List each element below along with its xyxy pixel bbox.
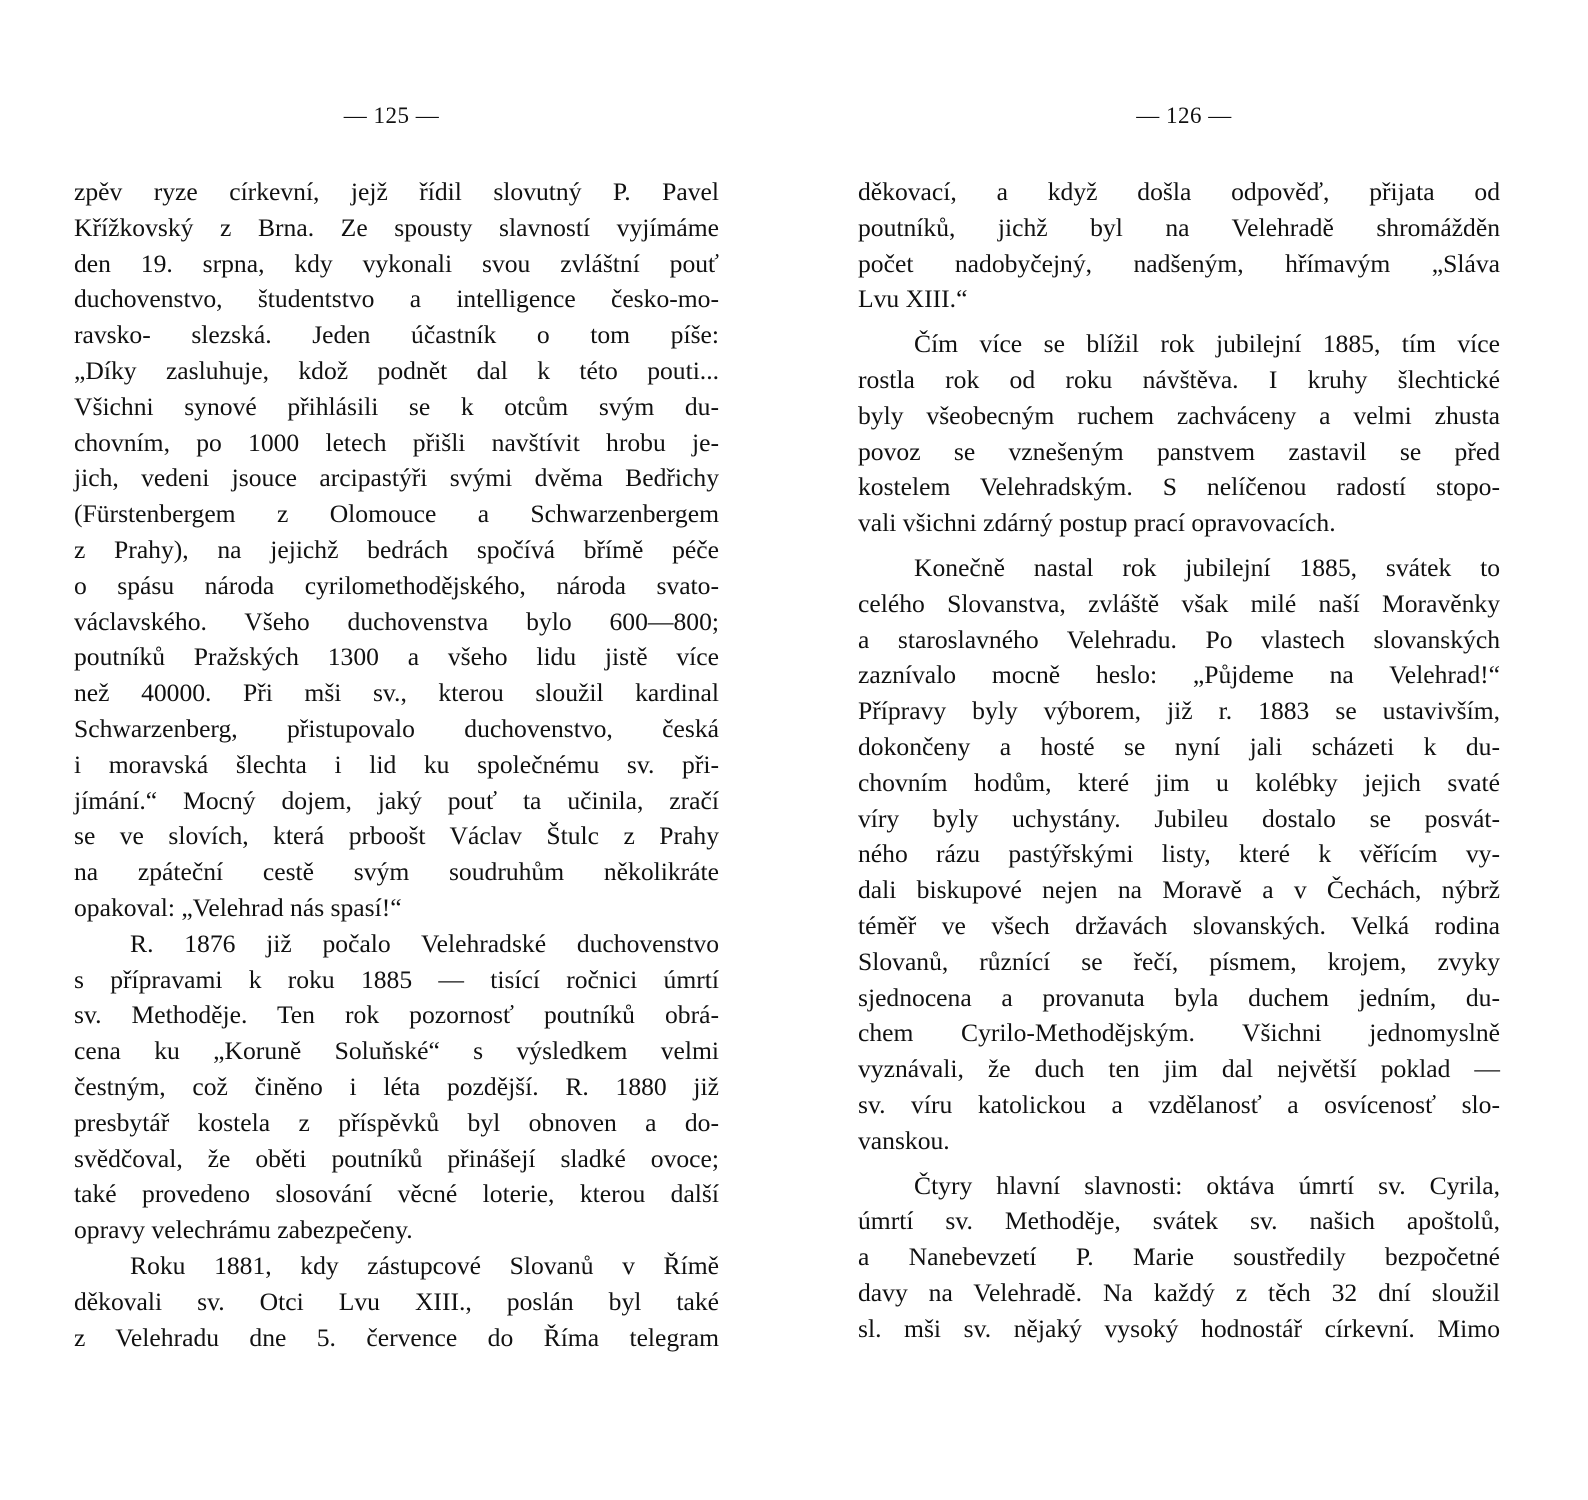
text-line: (Fürstenbergem z Olomouce a Schwarzenbergem bbox=[74, 499, 719, 529]
text-line: úmrtí sv. Methoděje, svátek sv. našich apoštolů, bbox=[858, 1206, 1500, 1236]
text-line: víry byly uchystány. Jubileu dostalo se posvát- bbox=[858, 803, 1500, 833]
right-page-text bbox=[858, 174, 1500, 1347]
text-line: se ve slovích, která prboošt Václav Štulc z Prahy bbox=[74, 821, 719, 851]
text-line: byly všeobecným ruchem zachváceny a velmi zhusta bbox=[858, 400, 1500, 430]
text-line: dali biskupové nejen na Moravě a v Čechách, nýbrž bbox=[858, 875, 1500, 905]
text-line: václavského. Všeho duchovenstva bylo 600—800; bbox=[74, 606, 719, 636]
paragraph-gap bbox=[858, 541, 1500, 550]
page-number-125: — 125 — bbox=[343, 103, 440, 128]
text-line: čestným, což činěno i léta pozdější. R. 1880 již bbox=[74, 1071, 719, 1101]
text-line: Schwarzenberg, přistupovalo duchovenstvo, česká bbox=[74, 713, 719, 743]
left-page bbox=[74, 0, 719, 1500]
text-line: Čím více se blížil rok jubilejní 1885, tím více bbox=[914, 329, 1500, 359]
text-line: Roku 1881, kdy zástupcové Slovanů v Římě bbox=[130, 1250, 719, 1280]
page-number-126: — 126 — bbox=[1136, 103, 1232, 128]
text-line: s přípravami k roku 1885 — tisící ročnici úmrtí bbox=[74, 964, 719, 994]
text-line: ravsko- slezská. Jeden účastník o tom píše: bbox=[74, 320, 719, 350]
text-line: na zpáteční cestě svým soudruhům několikráte bbox=[74, 857, 719, 887]
text-line: sv. víru katolickou a vzdělanosť a osvícenosť slo- bbox=[858, 1089, 1500, 1119]
text-line: „Díky zasluhuje, kdož podnět dal k této pouti... bbox=[74, 355, 719, 385]
text-line: zpěv ryze církevní, jejž řídil slovutný P. Pavel bbox=[74, 177, 719, 206]
text-line: zaznívalo mocně heslo: „Půjdeme na Velehrad!“ bbox=[858, 660, 1500, 690]
text-line: chovním, po 1000 letech přišli navštívit hrobu je- bbox=[74, 427, 719, 457]
text-line: duchovenstvo, študentstvo a intelligence česko-mo- bbox=[74, 284, 719, 314]
text-line: vanskou. bbox=[858, 1125, 950, 1155]
text-line: povoz se vznešeným panstvem zastavil se před bbox=[858, 436, 1500, 466]
text-line: den 19. srpna, kdy vykonali svou zvláštní pouť bbox=[74, 248, 719, 278]
text-line: a staroslavného Velehradu. Po vlastech slovanských bbox=[858, 624, 1500, 654]
text-line: i moravská šlechta i lid ku společnému sv. při- bbox=[74, 749, 719, 779]
text-line: chovním hodům, které jim u kolébky jejich svaté bbox=[858, 767, 1500, 797]
text-line: sjednocena a provanuta byla duchem jedním, du- bbox=[858, 982, 1500, 1012]
text-line: rostla rok od roku návštěva. I kruhy šlechtické bbox=[858, 364, 1500, 394]
text-line: Čtyry hlavní slavnosti: oktáva úmrtí sv. Cyrila, bbox=[914, 1170, 1500, 1200]
text-line: Přípravy byly výborem, již r. 1883 se ustavivším, bbox=[858, 696, 1500, 726]
text-line: než 40000. Při mši sv., kterou sloužil kardinal bbox=[74, 678, 719, 708]
text-line: Konečně nastal rok jubilejní 1885, svátek to bbox=[914, 552, 1500, 582]
text-line: vali všichni zdárný postup prací opravovacích. bbox=[858, 508, 1336, 538]
text-line: a Nanebevzetí P. Marie soustředily bezpočetné bbox=[858, 1242, 1500, 1272]
text-line: jímání.“ Mocný dojem, jaký pouť ta učinila, zračí bbox=[74, 785, 719, 815]
text-line: z Velehradu dne 5. července do Říma telegram bbox=[74, 1322, 719, 1352]
text-line: opravy velechrámu zabezpečeny. bbox=[74, 1215, 413, 1245]
text-line: sl. mši sv. nějaký vysoký hodnostář církevní. Mimo bbox=[858, 1313, 1500, 1343]
text-line: poutníků, jichž byl na Velehradě shromážděn bbox=[858, 212, 1500, 242]
left-page-text bbox=[74, 174, 719, 1355]
text-line: kostelem Velehradským. S nelíčenou radostí stopo- bbox=[858, 472, 1500, 502]
text-line: Křížkovský z Brna. Ze spousty slavností vyjímáme bbox=[74, 212, 719, 242]
text-line: Lvu XIII.“ bbox=[858, 284, 968, 314]
paragraph-gap bbox=[858, 1159, 1500, 1168]
text-line: děkovací, a když došla odpověď, přijata od bbox=[858, 177, 1500, 206]
text-line: počet nadobyčejný, nadšeným, hřímavým „Sláva bbox=[858, 248, 1500, 278]
text-line: vyznávali, že duch ten jim dal největší poklad — bbox=[858, 1054, 1500, 1084]
right-page bbox=[858, 0, 1500, 1500]
paragraph-gap bbox=[858, 317, 1500, 326]
text-line: poutníků Pražských 1300 a všeho lidu jistě více bbox=[74, 642, 719, 672]
text-line: svědčoval, že oběti poutníků přinášejí sladké ovoce; bbox=[74, 1143, 719, 1173]
text-line: dokončeny a hosté se nyní jali scházeti k du- bbox=[858, 731, 1500, 761]
text-line: také provedeno slosování věcné loterie, kterou další bbox=[74, 1179, 719, 1209]
text-line: Slovanů, různící se řečí, písmem, krojem, zvyky bbox=[858, 946, 1500, 976]
text-line: téměř ve všech državách slovanských. Velká rodina bbox=[858, 910, 1500, 940]
text-line: z Prahy), na jejichž bedrách spočívá břímě péče bbox=[74, 534, 719, 564]
text-line: o spásu národa cyrilomethodějského, národa svato- bbox=[74, 570, 719, 600]
text-line: děkovali sv. Otci Lvu XIII., poslán byl také bbox=[74, 1286, 719, 1316]
text-line: celého Slovanstva, zvláště však milé naší Moravěnky bbox=[858, 588, 1500, 618]
text-line: chem Cyrilo-Methodějským. Všichni jednomyslně bbox=[858, 1018, 1500, 1048]
text-line: R. 1876 již počalo Velehradské duchovenstvo bbox=[130, 928, 719, 958]
text-line: Všichni synové přihlásili se k otcům svým du- bbox=[74, 391, 719, 421]
text-line: davy na Velehradě. Na každý z těch 32 dní sloužil bbox=[858, 1277, 1500, 1307]
text-line: opakoval: „Velehrad nás spasí!“ bbox=[74, 892, 402, 922]
text-line: sv. Methoděje. Ten rok pozornosť poutníků obrá- bbox=[74, 1000, 719, 1030]
text-line: jich, vedeni jsouce arcipastýři svými dvěma Bedřichy bbox=[74, 463, 719, 493]
text-line: ného rázu pastýřskými listy, které k věřícím vy- bbox=[858, 839, 1500, 869]
text-line: presbytář kostela z příspěvků byl obnoven a do- bbox=[74, 1107, 719, 1137]
text-line: cena ku „Koruně Soluňské“ s výsledkem velmi bbox=[74, 1036, 719, 1066]
